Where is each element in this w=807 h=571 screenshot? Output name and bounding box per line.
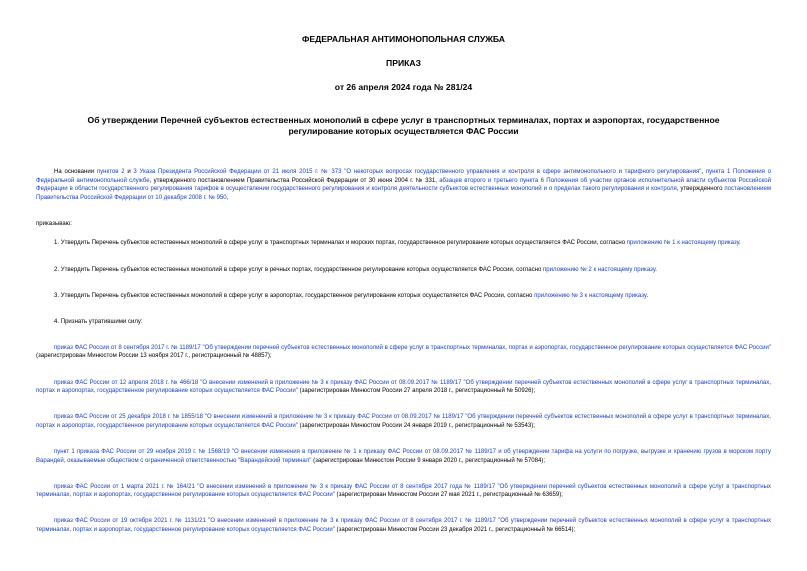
repealed-item bbox=[36, 483, 771, 500]
item-2 bbox=[36, 266, 771, 275]
item-text: 1. Утвердить Перечень субъектов естественных монополий в сфере услуг в транспортных терминалах и морских портах, государственное регулирование которых осуществляется ФАС России, согласно bbox=[54, 240, 627, 247]
link-appendix-2[interactable]: приложению № 2 к настоящему приказу bbox=[542, 266, 656, 273]
registration-note: (зарегистрирован Минюстом России 27 апреля 2018 г., регистрационный № 50926); bbox=[297, 388, 536, 395]
item-end: . bbox=[655, 266, 657, 273]
document-type: ПРИКАЗ bbox=[386, 58, 421, 68]
item-4: 4. Признать утратившими силу: bbox=[54, 318, 143, 325]
item-end: . bbox=[739, 240, 741, 247]
item-text: 2. Утвердить Перечень субъектов естественных монополий в сфере услуг в речных портах, государственное регулирование которых осуществляется ФАС России, согласно bbox=[54, 266, 543, 273]
document-body bbox=[36, 168, 771, 534]
preamble-text: , bbox=[701, 169, 706, 175]
repealed-item bbox=[36, 517, 771, 534]
link-repealed-order[interactable]: приказ ФАС России от 12 апреля 2018 г. № 466/18 "О внесении изменений в приложение № 3 к приказу ФАС России от 08.09.2017 № 1189/17 "Об утверждении перечней субъектов естественных монополий в сфере услуг в транспортных терминалах, портах и аэропортах, государственное регулирование которых осуществляется ФАС России" bbox=[36, 379, 771, 395]
preamble-text: , утвержденного постановлением Правительства Российской Федерации от 30 июня 2004 г. № 331, bbox=[149, 177, 440, 184]
item-end: . bbox=[646, 292, 649, 299]
registration-note: (зарегистрирован Минюстом России 9 января 2020 г., регистрационный № 57084); bbox=[311, 457, 546, 464]
registration-note: (зарегистрирован Минюстом России 24 января 2019 г., регистрационный № 53543); bbox=[297, 422, 535, 429]
item-text: 3. Утвердить Перечень субъектов естественных монополий в сфере услуг в аэропортах, государственное регулирование которых осуществляется ФАС России, согласно bbox=[54, 292, 535, 299]
preamble-text: , утвержденного bbox=[676, 186, 725, 193]
registration-note: (зарегистрирован Минюстом России 23 декабря 2021 г., регистрационный № 66514); bbox=[334, 526, 576, 533]
link-resolution-950[interactable]: постановлением Правительства Российской Федерации от 10 декабря 2008 г. № 950 bbox=[36, 186, 771, 201]
link-ukaz-373[interactable]: 3 Указа Президента Российской Федерации от 21 июля 2015 г. № 373 "О некоторых вопросах государственного управления и контроля в сфере антимонопольного и тарифного регулирования" bbox=[133, 169, 702, 175]
preamble-text: , bbox=[226, 194, 229, 201]
link-appendix-1[interactable]: приложению № 1 к настоящему приказу bbox=[626, 240, 740, 247]
repealed-item bbox=[36, 413, 771, 430]
link-ukaz-point-2[interactable]: пунктов 2 bbox=[96, 169, 125, 175]
link-repealed-order[interactable]: пункт 1 приказа ФАС России от 29 ноября 2019 г. № 1568/19 "О внесении изменения в приложение № 1 к приказу ФАС России от 08.09.2017 № 1189/17 и об утверждении тарифа на услуги по погрузке, выгрузке и хранению грузов в морском порту Варандей, оказываемые обществом с ограниченной ответственностью "Варандейский терминал" bbox=[36, 448, 771, 464]
preamble-text: На основании bbox=[54, 169, 97, 175]
link-fas-regulation[interactable]: пункта 1 Положения о Федеральной антимонопольной службе bbox=[36, 169, 771, 184]
link-repealed-order[interactable]: приказ ФАС России от 19 октября 2021 г. № 1131/21 "О внесении изменений в приложение № 3 к приказу ФАС России от 8 сентября 2017 г. № 1189/17 "Об утверждении перечней субъектов естественных монополий в сфере услуг в транспортных терминалах, портах и аэропортах, государственное регулирование которых осуществляется ФАС России" bbox=[36, 518, 771, 533]
link-repealed-order[interactable]: приказ ФАС России от 1 марта 2021 г. № 164/21 "О внесении изменений в приложение № 3 к приказу ФАС России от 8 сентября 2017 года № 1189/17 "Об утверждении перечней субъектов естественных монополий в сфере услуг в транспортных терминалах, портах и аэропортах, государственное регулирование которых осуществляется ФАС России" bbox=[36, 483, 771, 499]
order-word: приказываю: bbox=[36, 220, 72, 227]
repealed-item bbox=[36, 379, 771, 396]
item-3 bbox=[36, 292, 771, 301]
organization-name: ФЕДЕРАЛЬНАЯ АНТИМОНОПОЛЬНАЯ СЛУЖБА bbox=[302, 34, 505, 44]
preamble-text: и bbox=[124, 169, 134, 175]
item-1 bbox=[36, 239, 771, 248]
preamble-paragraph bbox=[36, 168, 771, 202]
link-repealed-order[interactable]: приказ ФАС России от 25 декабря 2018 г. № 1855/18 "О внесении изменений в приложение № 3 к приказу ФАС России от 08.09.2017 № 1189/17 "Об утверждении перечней субъектов естественных монополий в сфере услуг в транспортных терминалах, портах и аэропортах, государственное регулирование которых осуществляется ФАС России" bbox=[36, 414, 771, 429]
repealed-item bbox=[36, 344, 771, 361]
repealed-item bbox=[36, 448, 771, 465]
link-appendix-3[interactable]: приложению № 3 к настоящему приказу bbox=[534, 292, 647, 299]
document-date: от 26 апреля 2024 года № 281/24 bbox=[334, 82, 473, 92]
registration-note: (зарегистрирован Минюстом России 13 ноября 2017 г., регистрационный № 48857); bbox=[36, 353, 272, 360]
registration-note: (зарегистрирован Минюстом России 27 мая 2021 г., регистрационный № 63659); bbox=[334, 492, 563, 499]
link-repealed-order[interactable]: приказ ФАС России от 8 сентября 2017 г. № 1189/17 "Об утверждении перечней субъектов естественных монополий в сфере услуг в транспортных терминалах, портах и аэропортах, государственное регулирование которых осуществляется ФАС России" bbox=[54, 344, 771, 351]
link-regulation-point-6[interactable]: абзацев второго и третьего пункта 6 Положения об участии органов исполнительной власти субъектов Российской Федерации в области государственного регулирования тарифов в осуществлении государственного регулирования и контроля деятельности субъектов естественных монополий и о пределах такого регулирования и контроля bbox=[36, 177, 771, 193]
document-title: Об утверждении Перечней субъектов естественных монополий в сфере услуг в транспортных терминалах, портах и аэропортах, государственное регулирование которых осуществляется ФАС России bbox=[87, 115, 720, 136]
